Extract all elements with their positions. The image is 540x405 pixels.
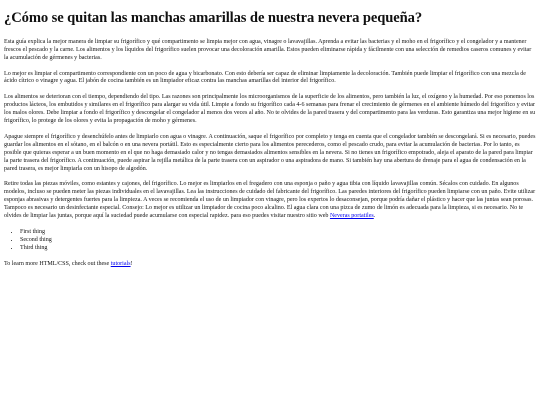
- page-title: ¿Cómo se quitan las manchas amarillas de nuestra nevera pequeña?: [4, 10, 423, 26]
- paragraph-cleaning-method: Lo mejor es limpiar el compartimento correspondiente con un poco de agua y bicarbonato. Con esto debería ser capaz de eliminar limpiamente la decoloración. También puede limpiar el frigorífico con una mezcla de ácido cítrico o vinagre y agua. El jabón de cocina también es un limpiador eficaz contra las manchas amarillas del interior del frigorífico.: [4, 70, 526, 85]
- paragraph-food-spoilage: Los alimentos se deterioran con el tiempo, dependiendo del tipo. Las razones son principalmente los microorganismos de la superficie de los alimentos, pero también la luz, el oxígeno y la humedad. Por eso ponemos los productos lácteos, los embutidos y similares en el frigorífico para alargar su vida útil. Limpie a fondo su frigorífico cada 4-6 semanas para frenar el crecimiento de gérmenes en el ambiente húmedo del frigorífico y evitar los malos olores. Debe limpiar a fondo el frigorífico y descongelar el congelador al menos dos veces al año. No te olvides de la pared trasera y del compartimento para las verduras. Esto garantiza una mejor higiene en su frigorífico, lo protege de los olores y evita la propagación de moho y gérmenes.: [4, 94, 536, 125]
- list-item: • First thing: [20, 229, 536, 237]
- tutorials-link[interactable]: tutorials: [110, 260, 131, 267]
- paragraph-end-punctuation: .: [373, 213, 376, 220]
- list-item: • Second thing: [20, 237, 536, 245]
- paragraph-preparation: Apague siempre el frigorífico y desenchúfelo antes de limpiarlo con agua o vinagre. A continuación, saque el frigorífico por completo y tenga en cuenta que el congelador también se descongelará. Si es necesario, puedes guardar los alimentos en el sótano, en el balcón o en una nevera portátil. Esto es especialmente cierto para los alimentos perecederos, como el pescado crudo, para evitar la acumulación de bacterias. Por lo tanto, es posible que quieras esperar a un buen momento en el que no haga demasiado calor y no tengas demasiados alimentos sensibles en la nevera. Si no tienes un frigorífico empotrado, aleja el aparato de la pared para limpiar la parte trasera del frigorífico. A continuación, puede aspirar la rejilla metálica de la parte trasera con un aspirador o una aspiradora de mano. Si también hay una abertura de drenaje para el agua de condensación en la pared trasera, es mejor limpiarla con un hisopo de algodón.: [4, 133, 536, 172]
- neveras-portatiles-link[interactable]: Neveras portatiles: [329, 213, 374, 220]
- paragraph-removable-parts-text: Retire todas las piezas móviles, como estantes y cajones, del frigorífico. Lo mejor es limpiarlos en el fregadero con una esponja o paño y agua tibia con líquido lavavajillas común. Sécalos con cuidado. En algunos modelos, incluso se pueden meter las piezas individuales en el lavavajillas. Lea las instrucciones de cuidado del fabricante del frigorífico. Las paredes interiores del frigorífico pueden limpiarse con un paño. Evite utilizar esponjas abrasivas y detergentes fuertes para la limpieza. A veces se recomienda el uso de un limpiador con vinagre, pero los expertos lo desaconsejan, porque podría dañar el plástico y hacer que las juntas sean porosas. Tampoco es necesario un desinfectante especial. Consejo: Lo mejor es utilizar un limpiador de cocina poco alcalino. El agua clara con una pizca de zumo de limón es adecuada para la limpieza, si es necesario. No te olvides de limpiar las juntas, porque aquí la suciedad puede acumularse con especial rapidez. para eso puedes visitar nuestro sitio web: [4, 181, 536, 220]
- paragraph-intro: Esta guía explica la mejor manera de limpiar su frigorífico y qué compartimento se limpia mejor con agua, vinagre o lavavajillas. Aprenda a evitar las bacterias y el moho en el frigorífico y el congelador y a mantener frescos el pescado y la carne. Los alimentos y los líquidos del frigorífico suelen provocar una decoloración amarilla. Estos pueden eliminarse rápida y fácilmente con una selección de remedios caseros comunes y evitar la acumulación de gérmenes y bacterias.: [4, 38, 532, 61]
- list-item: • Third thing: [20, 245, 536, 253]
- footer-text: [4, 261, 536, 269]
- paragraph-removable-parts: [4, 181, 536, 221]
- footer-exclamation: !: [130, 260, 133, 267]
- footer-text-before: To learn more HTML/CSS, check out these: [4, 260, 110, 267]
- thing-list: [4, 229, 536, 253]
